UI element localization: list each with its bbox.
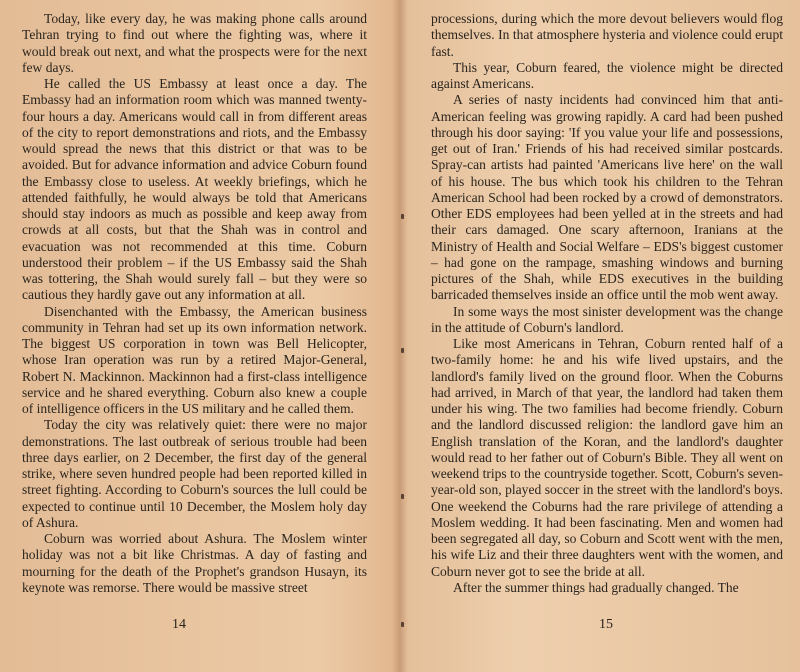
right-continuation-text: processions, during which the more devout believers would flog themselves. In that atmosphere hysteria and violence could erupt fast.	[431, 11, 783, 59]
left-paragraph-4: Today the city was relatively quiet: there were no major demonstrations. The last outbreak of serious trouble had been three days earlier, on 2 December, the first day of the general strike, where seven hundred people had been reported killed in street fighting. According to Coburn's sources the lull could be expected to continue until 10 December, the Moslem holy day of Ashura.	[22, 417, 367, 530]
gutter-mark	[401, 214, 404, 219]
left-paragraph-3: Disenchanted with the Embassy, the American business community in Tehran had set up its own information network. The biggest US corporation in town was Bell Helicopter, whose Iran operation was run by a retired Major-General, Robert N. Mackinnon. Mackinnon had a first-class intelligence service and he shared everything. Coburn also knew a couple of intelligence officers in the US military and he called them.	[22, 303, 367, 416]
left-page	[22, 11, 367, 596]
right-paragraph-3: In some ways the most sinister development was the change in the attitude of Coburn's landlord.	[431, 303, 783, 335]
left-paragraph-1: Today, like every day, he was making phone calls around Tehran trying to find out where the fighting was, where it would break out next, and what the prospects were for the next few days.	[22, 11, 367, 75]
gutter-mark	[401, 494, 404, 499]
right-paragraph-2: A series of nasty incidents had convinced him that anti-American feeling was growing rapidly. A card had been pushed through his door saying: 'If you value your life and possessions, get out of Iran.' Friends of his had received similar postcards. Spray-can artists had painted 'Americans live here' on the wall of his house. The bus which took his children to the Tehran American School had been rocked by a crowd of demonstrators. Other EDS employees had been yelled at in the streets and had their cars damaged. One scary afternoon, Iranians at the Ministry of Health and Social Welfare – EDS's biggest customer – had gone on the rampage, smashing windows and burning pictures of the Shah, while EDS executives in the building barricaded themselves inside an office until the mob went away.	[431, 92, 783, 303]
right-page	[431, 11, 783, 596]
right-paragraph-1: This year, Coburn feared, the violence might be directed against Americans.	[431, 59, 783, 91]
gutter-mark	[401, 348, 404, 353]
left-page-number: 14	[172, 617, 186, 632]
right-paragraph-5: After the summer things had gradually changed. The	[453, 579, 739, 595]
left-paragraph-2: He called the US Embassy at least once a day. The Embassy had an information room which was manned twenty-four hours a day. Americans would call in from different areas of the city to report demonstrations and riots, and the Embassy would spread the news that this district or that was to be avoided. But for advance information and advice Coburn found the Embassy close to useless. At weekly briefings, which he attended faithfully, he would always be told that Americans should stay indoors as much as possible and keep away from crowds at all costs, but that the Shah was in control and evacuation was not recommended at this time. Coburn understood their problem – if the US Embassy said the Shah was tottering, the Shah would surely fall – but they were so cautious they hardly gave out any information at all.	[22, 76, 367, 303]
gutter-mark	[401, 622, 404, 627]
right-paragraph-4: Like most Americans in Tehran, Coburn rented half of a two-family home: he and his wife lived upstairs, and the landlord's family lived on the ground floor. When the Coburns had arrived, in March of that year, the landlord had taken them under his wing. The two families had become friendly. Coburn and the landlord discussed religion: the landlord gave him an English translation of the Koran, and the landlord's daughter would read to her father out of Coburn's Bible. They all went on weekend trips to the countryside together. Scott, Coburn's seven-year-old son, played soccer in the street with the landlord's boys. One weekend the Coburns had the rare privilege of attending a Moslem wedding. It had been fascinating. Men and women had been segregated all day, so Coburn and Scott went with the men, his wife Liz and their three daughters went with the women, and Coburn never got to see the bride at all.	[431, 336, 783, 579]
left-paragraph-5: Coburn was worried about Ashura. The Moslem winter holiday was not a bit like Christmas. A day of fasting and mourning for the death of the Prophet's grandson Husayn, its keynote was remorse. There would be massive street	[22, 531, 367, 595]
right-page-number: 15	[599, 617, 613, 632]
